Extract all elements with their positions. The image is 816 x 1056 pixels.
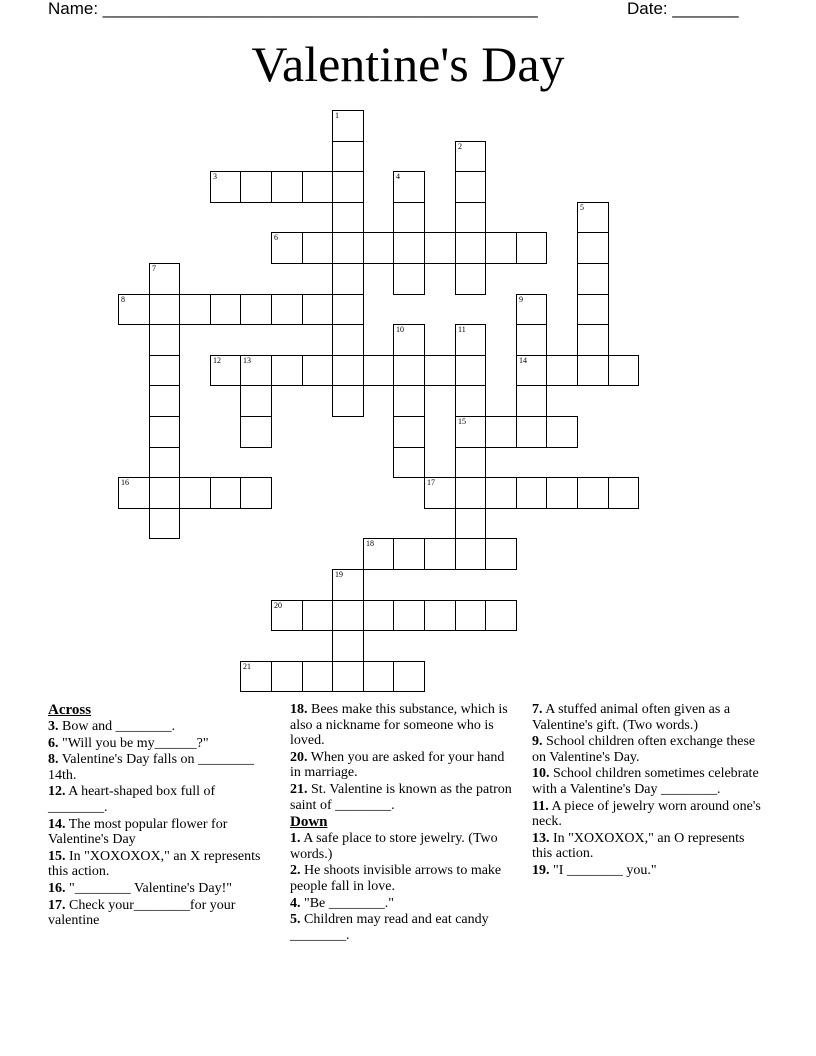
grid-cell[interactable] <box>363 600 394 631</box>
grid-cell[interactable] <box>179 294 211 325</box>
grid-cell[interactable] <box>424 477 456 509</box>
grid-cell[interactable] <box>210 171 241 203</box>
grid-cell[interactable] <box>271 355 303 386</box>
clue-number: 20 <box>274 601 282 610</box>
grid-cell[interactable] <box>332 355 364 386</box>
clue-number: 21 <box>243 662 251 671</box>
grid-cell[interactable] <box>393 355 425 386</box>
grid-cell[interactable] <box>149 324 180 356</box>
grid-cell[interactable] <box>210 477 241 509</box>
grid-cell[interactable] <box>271 661 303 692</box>
grid-cell[interactable] <box>577 294 609 325</box>
across-clue-3: 3. Bow and ________. <box>48 719 176 734</box>
across-clue-21: 21. St. Valentine is known as the patron saint of ________. <box>290 781 512 813</box>
grid-cell[interactable] <box>393 171 425 203</box>
across-clue-16: 16. "________ Valentine's Day!" <box>48 880 233 896</box>
grid-cell[interactable] <box>393 385 425 417</box>
grid-cell[interactable] <box>210 355 241 386</box>
grid-cell[interactable] <box>393 661 425 692</box>
grid-cell[interactable] <box>455 202 486 233</box>
clue-number: 5 <box>580 203 584 212</box>
grid-cell[interactable] <box>149 508 180 539</box>
down-clue-13: 13. In "XOXOXOX," an O represents this action. <box>532 830 745 862</box>
across-clue-20: 20. When you are asked for your hand in marriage. <box>290 749 505 781</box>
grid-cell[interactable] <box>424 355 456 386</box>
grid-cell[interactable] <box>332 232 364 264</box>
grid-cell[interactable] <box>363 355 394 386</box>
down-clue-10: 10. School children sometimes celebrate with a Valentine's Day ________. <box>532 766 759 797</box>
grid-cell[interactable] <box>485 600 517 631</box>
clue-number: 4 <box>396 172 400 181</box>
grid-cell[interactable] <box>179 477 211 509</box>
clue-number: 15 <box>458 417 466 426</box>
grid-cell[interactable] <box>149 294 180 325</box>
clue-number: 6 <box>274 233 278 242</box>
grid-cell[interactable] <box>516 232 547 264</box>
clue-number: 12 <box>213 356 221 365</box>
down-heading: Down <box>290 814 328 831</box>
grid-cell[interactable] <box>363 661 394 692</box>
down-clue-7: 7. A stuffed animal often given as a Valentine's gift. (Two words.) <box>532 702 731 733</box>
down-clue-5: 5. Children may read and eat candy ________. <box>290 912 489 943</box>
name-field-label: Name: ______________________________________________ <box>48 0 538 18</box>
grid-cell[interactable] <box>393 538 425 570</box>
down-clue-19: 19. "I ________ you." <box>532 862 657 878</box>
grid-cell[interactable] <box>455 385 486 417</box>
grid-cell[interactable] <box>393 600 425 631</box>
grid-cell[interactable] <box>577 263 609 295</box>
grid-cell[interactable] <box>577 232 609 264</box>
down-clue-11: 11. A piece of jewelry worn around one's neck. <box>532 798 761 830</box>
grid-cell[interactable] <box>393 447 425 478</box>
down-clue-4: 4. "Be ________." <box>290 895 394 911</box>
grid-cell[interactable] <box>302 232 333 264</box>
grid-cell[interactable] <box>210 294 241 325</box>
grid-cell[interactable] <box>485 538 517 570</box>
across-clue-6: 6. "Will you be my______?" <box>48 735 209 751</box>
grid-cell[interactable] <box>363 538 394 570</box>
grid-cell[interactable] <box>485 477 517 509</box>
clue-number: 16 <box>121 478 129 487</box>
grid-cell[interactable] <box>455 416 486 448</box>
date-field-label: Date: _______ <box>627 0 739 18</box>
grid-cell[interactable] <box>332 324 364 356</box>
grid-cell[interactable] <box>455 232 486 264</box>
grid-cell[interactable] <box>271 171 303 203</box>
grid-cell[interactable] <box>149 416 180 448</box>
grid-cell[interactable] <box>455 508 486 539</box>
clue-number: 17 <box>427 478 435 487</box>
clue-number: 7 <box>152 264 156 273</box>
grid-cell[interactable] <box>149 263 180 295</box>
grid-cell[interactable] <box>149 385 180 417</box>
grid-cell[interactable] <box>424 232 456 264</box>
clue-number: 2 <box>458 142 462 151</box>
grid-cell[interactable] <box>332 263 364 295</box>
across-clue-18: 18. Bees make this substance, which is also a nickname for someone who is loved. <box>290 702 508 749</box>
grid-cell[interactable] <box>302 661 333 692</box>
grid-cell[interactable] <box>240 355 272 386</box>
across-clue-12: 12. A heart-shaped box full of ________. <box>48 784 216 815</box>
grid-cell[interactable] <box>577 477 609 509</box>
clue-number: 14 <box>519 356 527 365</box>
grid-cell[interactable] <box>240 294 272 325</box>
grid-cell[interactable] <box>455 263 486 295</box>
grid-cell[interactable] <box>577 324 609 356</box>
grid-cell[interactable] <box>455 141 486 172</box>
grid-cell[interactable] <box>516 294 547 325</box>
clue-number: 18 <box>366 539 374 548</box>
clue-number: 19 <box>335 570 343 579</box>
grid-cell[interactable] <box>363 232 394 264</box>
grid-cell[interactable] <box>546 355 578 386</box>
grid-cell[interactable] <box>149 355 180 386</box>
grid-cell[interactable] <box>332 630 364 662</box>
grid-cell[interactable] <box>516 385 547 417</box>
clue-number: 1 <box>335 111 339 120</box>
grid-cell[interactable] <box>271 294 303 325</box>
page-title: Valentine's Day <box>251 36 565 92</box>
grid-cell[interactable] <box>485 232 517 264</box>
grid-cell[interactable] <box>455 355 486 386</box>
grid-cell[interactable] <box>302 600 333 631</box>
grid-cell[interactable] <box>302 355 333 386</box>
grid-cell[interactable] <box>332 661 364 692</box>
grid-cell[interactable] <box>332 600 364 631</box>
down-clue-9: 9. School children often exchange these on Valentine's Day. <box>532 734 756 765</box>
grid-cell[interactable] <box>332 141 364 172</box>
clues-column-3 <box>532 702 764 880</box>
grid-cell[interactable] <box>455 447 486 478</box>
grid-cell[interactable] <box>271 600 303 631</box>
clue-number: 3 <box>213 172 217 181</box>
grid-cell[interactable] <box>577 355 609 386</box>
across-clue-17: 17. Check your________for your valentine <box>48 897 236 929</box>
grid-cell[interactable] <box>240 171 272 203</box>
grid-cell[interactable] <box>240 661 272 692</box>
grid-cell[interactable] <box>332 202 364 233</box>
down-clue-1: 1. A safe place to store jewelry. (Two words.) <box>290 831 498 862</box>
clue-number: 10 <box>396 325 404 334</box>
grid-cell[interactable] <box>577 202 609 233</box>
clue-number: 13 <box>243 356 251 365</box>
grid-cell[interactable] <box>485 416 517 448</box>
grid-cell[interactable] <box>302 294 333 325</box>
grid-cell[interactable] <box>240 416 272 448</box>
across-clue-15: 15. In "XOXOXOX," an X represents this action. <box>48 848 261 880</box>
grid-cell[interactable] <box>516 416 547 448</box>
grid-cell[interactable] <box>332 171 364 203</box>
grid-cell[interactable] <box>455 324 486 356</box>
grid-cell[interactable] <box>455 538 486 570</box>
grid-cell[interactable] <box>516 477 547 509</box>
grid-cell[interactable] <box>393 263 425 295</box>
grid-cell[interactable] <box>302 171 333 203</box>
grid-cell[interactable] <box>516 324 547 356</box>
grid-cell[interactable] <box>608 355 639 386</box>
grid-cell[interactable] <box>118 294 150 325</box>
clue-number: 8 <box>121 295 125 304</box>
grid-cell[interactable] <box>455 477 486 509</box>
grid-cell[interactable] <box>608 477 639 509</box>
grid-cell[interactable] <box>240 477 272 509</box>
grid-cell[interactable] <box>516 355 547 386</box>
grid-cell[interactable] <box>240 385 272 417</box>
across-clue-8: 8. Valentine's Day falls on ________ 14th. <box>48 752 255 783</box>
clue-number: 11 <box>458 325 466 334</box>
grid-cell[interactable] <box>118 477 150 509</box>
grid-cell[interactable] <box>455 171 486 203</box>
grid-cell[interactable] <box>332 569 364 601</box>
grid-cell[interactable] <box>546 416 578 448</box>
grid-cell[interactable] <box>149 477 180 509</box>
down-clue-2: 2. He shoots invisible arrows to make people fall in love. <box>290 863 502 894</box>
grid-cell[interactable] <box>149 447 180 478</box>
clue-number: 9 <box>519 295 523 304</box>
grid-cell[interactable] <box>393 416 425 448</box>
grid-cell[interactable] <box>393 202 425 233</box>
grid-cell[interactable] <box>393 232 425 264</box>
grid-cell[interactable] <box>271 232 303 264</box>
grid-cell[interactable] <box>332 385 364 417</box>
grid-cell[interactable] <box>424 538 456 570</box>
across-clue-14: 14. The most popular flower for Valentine's Day <box>48 816 228 848</box>
grid-cell[interactable] <box>332 110 364 142</box>
grid-cell[interactable] <box>332 294 364 325</box>
clues-column-1 <box>48 702 268 930</box>
across-heading: Across <box>48 702 92 718</box>
grid-cell[interactable] <box>424 600 456 631</box>
grid-cell[interactable] <box>393 324 425 356</box>
clues-column-2 <box>290 702 515 944</box>
grid-cell[interactable] <box>546 477 578 509</box>
grid-cell[interactable] <box>455 600 486 631</box>
